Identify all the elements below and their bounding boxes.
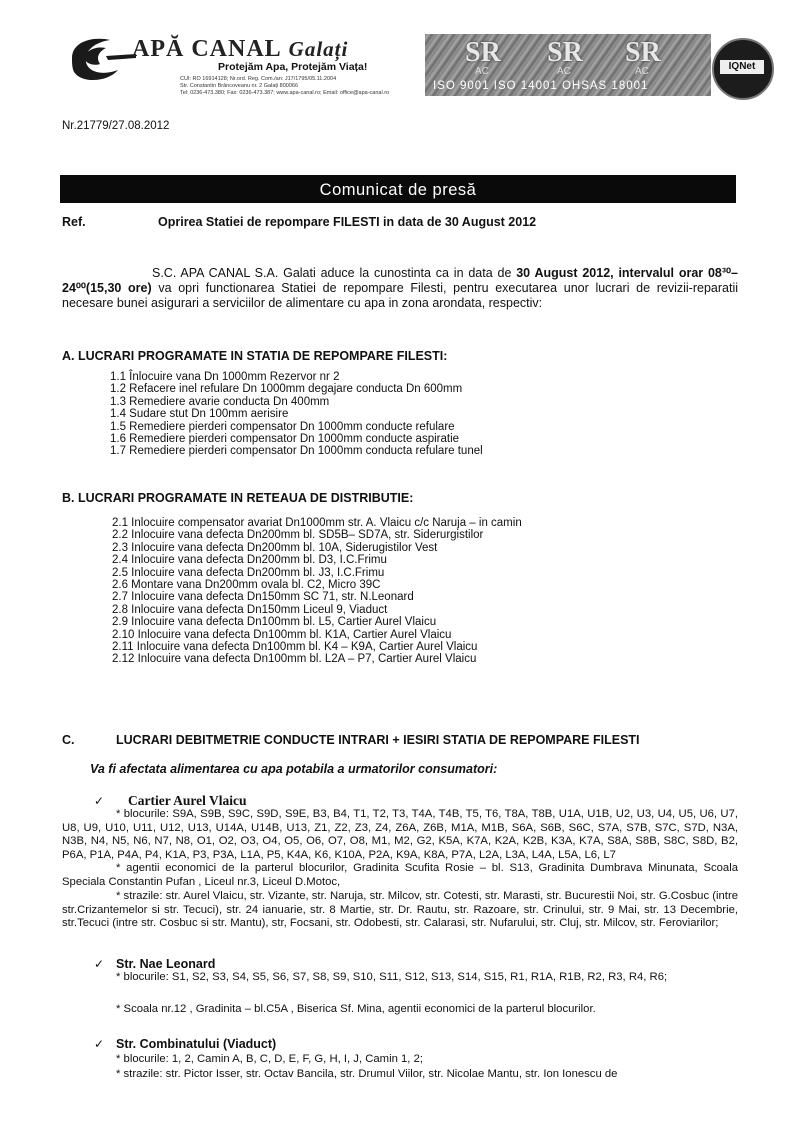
company-name: APĂ CANAL Galați xyxy=(132,36,349,62)
reference-number: Nr.21779/27.08.2012 xyxy=(62,120,170,132)
ac-mark: AC xyxy=(635,66,649,77)
combinatului-streets: * strazile: str. Pictor Isser, str. Octav Bancila, str. Drumul Viilor, str. Nicolae Mantu, str. Ion Ionescu de xyxy=(116,1068,618,1080)
subject-text: Oprirea Statiei de repompare FILESTI in data de 30 August 2012 xyxy=(158,215,537,229)
work-item: 2.12 Inlocuire vana defecta Dn100mm bl. L2A – P7, Cartier Aurel Vlaicu xyxy=(112,653,477,666)
intro-lead: S.C. APA CANAL S.A. Galati aduce la cunostinta ca in data de xyxy=(152,266,512,280)
location-aurel-vlaicu: Cartier Aurel Vlaicu xyxy=(128,793,247,808)
work-item: 2.6 Montare vana Dn200mm ovala bl. C2, Micro 39C xyxy=(112,579,381,592)
location-nae-leonard: Str. Nae Leonard xyxy=(116,957,216,971)
company-city: Galați xyxy=(288,37,349,61)
nae-leonard-institutions: * Scoala nr.12 , Gradinita – bl.C5A , Biserica Sf. Mina, agentii economici de la parterul blocurilor. xyxy=(116,1003,596,1015)
sr-mark: SR xyxy=(547,37,583,68)
section-b-list xyxy=(112,517,522,666)
combinatului-blocks: * blocurile: 1, 2, Camin A, B, C, D, E, F, G, H, I, J, Camin 1, 2; xyxy=(116,1053,424,1065)
address-line: Tel: 0236-473.380; Fax: 0236-473.387; www.apa-canal.ro; Email: office@apa-canal.ro xyxy=(180,90,390,96)
sr-mark: SR xyxy=(625,37,661,68)
section-a-title: A. LUCRARI PROGRAMATE IN STATIA DE REPOMPARE FILESTI: xyxy=(62,349,448,363)
work-item: 2.3 Inlocuire vana defecta Dn200mm bl. 10A, Siderugistilor Vest xyxy=(112,541,438,554)
press-release-title: Comunicat de presă xyxy=(60,175,736,203)
work-item: 2.2 Inlocuire vana defecta Dn200mm bl. SD5B– SD7A, str. Siderurgistilor xyxy=(112,529,484,542)
aurel-vlaicu-blocks: * blocurile: S9A, S9B, S9C, S9D, S9E, B3, B4, T1, T2, T3, T4A, T4B, T5, T6, T8A, T8B, U1A, U1B, U2, U3, U4, U5, U6, U7, U8, U9, U10, U11, U12, U13, U14A, U14B, U13, Z1, Z2, Z3, Z4, Z6A, Z6B, M1A, M1B, S6A, S6B, S6C, S7A, S7B, S7C, S7D, N3A, N3B, N4, N5, N6, N7, N8, O1, O2, O3, O4, O5, O6, O7, O8, M1, M2, G2, K5A, K7A, K2A, K2B, K3A, K7A, S8A, S8B, S8C, S8D, B2, P6A, P1A, P4A, P4, K1A, P3, P3A, L1A, P5, K4A, K6, K10A, P2A, K9A, K8A, P7A, L2A, L3A, L4A, L5A, L6, L7 xyxy=(62,808,738,861)
section-c-title: LUCRARI DEBITMETRIE CONDUCTE INTRARI + IESIRI STATIA DE REPOMPARE FILESTI xyxy=(116,733,640,747)
subject-label: Ref. xyxy=(62,215,86,229)
iso-standards: ISO 9001 ISO 14001 OHSAS 18001 xyxy=(433,80,649,92)
section-a-list xyxy=(110,371,483,458)
intro-paragraph xyxy=(62,266,738,311)
work-item: 2.11 Inlocuire vana defecta Dn100mm bl. K4 – K9A, Cartier Aurel Vlaicu xyxy=(112,641,478,654)
company-slogan: Protejăm Apa, Protejăm Viața! xyxy=(218,61,368,73)
check-icon: ✓ xyxy=(94,794,105,808)
work-item: 1.5 Remediere pierderi compensator Dn 1000mm conducte refulare xyxy=(110,420,455,433)
address-line: Str. Constantin Brâncoveanu nr. 2 Galați 800066 xyxy=(180,83,299,89)
work-item: 1.1 Înlocuire vana Dn 1000mm Rezervor nr 2 xyxy=(110,371,340,383)
location-combinatului: Str. Combinatului (Viaduct) xyxy=(116,1037,277,1051)
check-icon: ✓ xyxy=(94,957,105,971)
work-item: 1.7 Remediere pierderi compensator Dn 1000mm conducta refulare tunel xyxy=(110,445,483,458)
work-item: 1.4 Sudare stut Dn 100mm aerisire xyxy=(110,408,289,421)
work-item: 1.2 Refacere inel refulare Dn 1000mm degajare conducta Dn 600mm xyxy=(110,383,463,396)
work-item: 2.7 Inlocuire vana defecta Dn150mm SC 71, str. N.Leonard xyxy=(112,591,414,604)
letterhead xyxy=(0,0,800,145)
iqnet-label: IQNet xyxy=(720,60,764,74)
certification-marks xyxy=(425,34,711,96)
section-c-number: C. xyxy=(62,733,75,747)
work-item: 1.6 Remediere pierderi compensator Dn 1000mm conducte aspiratie xyxy=(110,433,460,446)
work-item: 1.3 Remediere avarie conducta Dn 400mm xyxy=(110,395,330,408)
affected-consumers-heading: Va fi afectata alimentarea cu apa potabila a urmatorilor consumatori: xyxy=(90,762,498,776)
intro-rest: va opri functionarea Statiei de repompare Filesti, pentru executarea unor lucrari de revizii-reparatii necesare bunei asigurari a serviciilor de alimentare cu apa in zona arondata, respectiv: xyxy=(62,281,738,310)
intro-date-interval: 30 August 2012, intervalul orar 08³⁰– 24⁰⁰(15,30 ore) xyxy=(62,266,738,295)
work-item: 2.10 Inlocuire vana defecta Dn100mm bl. K1A, Cartier Aurel Vlaicu xyxy=(112,628,452,641)
sr-mark: SR xyxy=(465,37,501,68)
water-drop-logo-icon xyxy=(66,32,136,84)
iqnet-seal xyxy=(712,38,774,100)
section-b-title: B. LUCRARI PROGRAMATE IN RETEAUA DE DISTRIBUTIE: xyxy=(62,491,414,505)
check-icon: ✓ xyxy=(94,1037,105,1051)
aurel-vlaicu-economic: * agentii economici de la parterul blocurilor, Gradinita Scufita Rosie – bl. S13, Gradinita Dumbrava Minunata, Scoala Speciala Constantin Pufan , Liceul nr.3, Liceul D.Motoc, xyxy=(62,862,738,888)
work-item: 2.8 Inlocuire vana defecta Dn150mm Liceul 9, Viaduct xyxy=(112,603,388,616)
address-line: CUI: RO 16914128; Nr.ord. Reg. Com./an: J17/1795/05.11.2004 xyxy=(180,76,337,82)
aurel-vlaicu-streets: * strazile: str. Aurel Vlaicu, str. Vizante, str. Naruja, str. Milcov, str. Cotesti, str. Marasti, str. Bucurestii Noi, str. G.Cosbuc (intre str.Crizantemelor si str. Tecuci), str. 24 ianuarie, str. 8 Martie, str. Dr. Rautu, str. Razoare, str. Crinului, str. 9 Mai, str. 13 Decembrie, str.Tecuci (intre str. Cosbuc si str. Mantu), str, Focsani, str. Odobesti, str. Calarasi, str. Nufarului, str. Cluj, str. Milcov, str. Feroviarilor; xyxy=(62,890,738,930)
ac-mark: AC xyxy=(475,66,489,77)
work-item: 2.4 Inlocuire vana defecta Dn200mm bl. D3, I.C.Frimu xyxy=(112,554,387,567)
work-item: 2.5 Inlocuire vana defecta Dn200mm bl. J3, I.C.Frimu xyxy=(112,566,385,579)
work-item: 2.1 Inlocuire compensator avariat Dn1000mm str. A. Vlaicu c/c Naruja – in camin xyxy=(112,517,522,529)
nae-leonard-blocks: * blocurile: S1, S2, S3, S4, S5, S6, S7, S8, S9, S10, S11, S12, S13, S14, S15, R1, R1A, R1B, R2, R3, R4, R6; xyxy=(116,971,668,983)
work-item: 2.9 Inlocuire vana defecta Dn100mm bl. L5, Cartier Aurel Vlaicu xyxy=(112,616,437,629)
ac-mark: AC xyxy=(557,66,571,77)
